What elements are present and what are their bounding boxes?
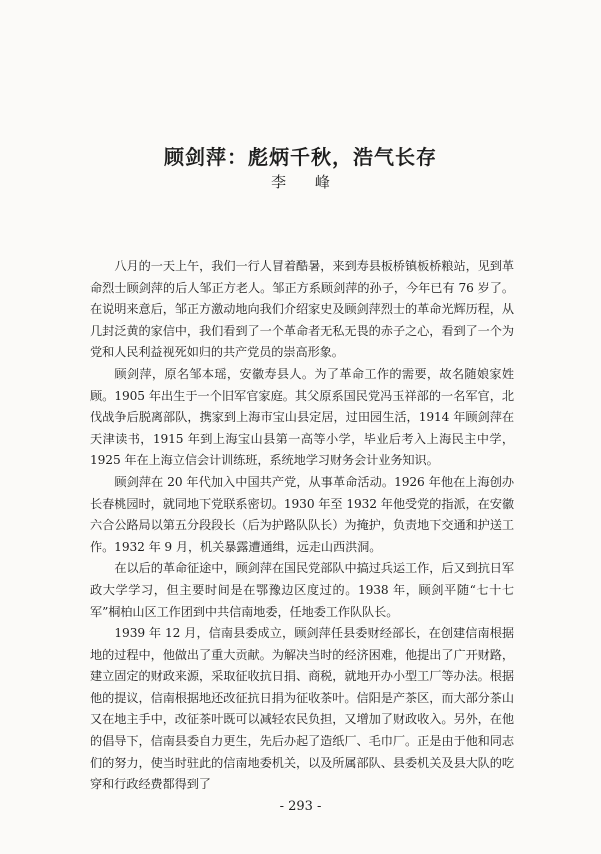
page-number: - 293 - — [279, 799, 322, 814]
paragraph: 顾剑萍，原名邹本瑶，安徽寿县人。为了革命工作的需要，故名随娘家姓顾。1905 年出生于一个旧军官家庭。其父原系国民党冯玉祥部的一名军官，北伐战争后脱离部队，携家到上海市宝山县定居，过田园生活，1914 年顾剑萍在天津读书，1915 年到上海宝山县第一高等小学，毕业后考入上海民主中学，1925 年在上海立信会计训练班，系统地学习财务会计业务知识。 — [90, 366, 514, 468]
article-author: 李 峰 — [271, 173, 342, 191]
paragraph: 八月的一天上午，我们一行人冒着酷暑，来到寿县板桥镇板桥粮站，见到革命烈士顾剑萍的后人邹正方老人。邹正方系顾剑萍的孙子，今年已有 76 岁了。在说明来意后，邹正方激动地向我们介绍家史及顾剑萍烈士的革命光辉历程，从几封泛黄的家信中，我们看到了一个革命者无私无畏的赤子之心，看到了一个为党和人民利益视死如归的共产党员的崇高形象。 — [90, 259, 514, 360]
article-body — [90, 256, 514, 796]
paragraph: 1939 年 12 月，信南县委成立，顾剑萍任县委财经部长，在创建信南根据地的过程中，他做出了重大贡献。为解决当时的经济困难，他提出了广开财路，建立固定的财政来源，采取征收抗日捐、商税，就地开办小型工厂等办法。根据他的提议，信南根据地还改征抗日捐为征收茶叶。信阳是产茶区，而大部分茶山又在地主手中，改征茶叶既可以减轻农民负担，又增加了财政收入。另外，在他的倡导下，信南县委自力更生，先后办起了造纸厂、毛巾厂。正是由于他和同志们的努力，使当时驻此的信南地委机关，以及所属部队、县委机关及县大队的吃穿和行政经费都得到了 — [90, 626, 514, 792]
paragraph: 在以后的革命征途中，顾剑萍在国民党部队中搞过兵运工作，后又到抗日军政大学学习，但主要时间是在鄂豫边区度过的。1938 年，顾剑平随“七十七军”桐柏山区工作团到中共信南地委，任地委工作队队长。 — [90, 561, 514, 619]
article-title: 顾剑萍：彪炳千秋，浩气长存 — [164, 145, 437, 169]
paragraph: 顾剑萍在 20 年代加入中国共产党，从事革命活动。1926 年他在上海创办长春桃园时，就同地下党联系密切。1930 年至 1932 年他受党的指派，在安徽六合公路局以第五分段段长（后为护路队队长）为掩护，负责地下交通和护送工作。1932 年 9 月，机关暴露遭通缉，远走山西洪洞。 — [90, 474, 514, 554]
